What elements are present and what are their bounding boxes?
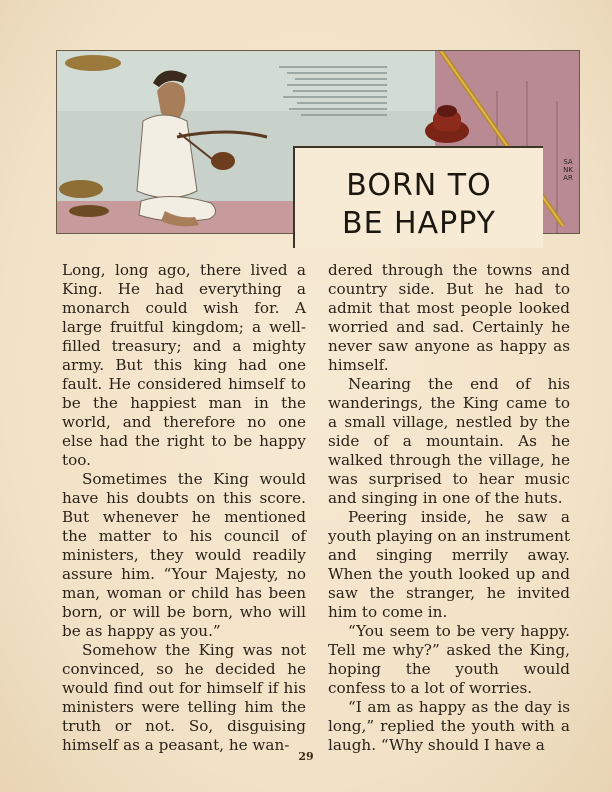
paragraph: “You seem to be very happy. Tell me why?” asked the King, hoping the youth would confess to a lot of worries.	[328, 622, 570, 697]
left-text-column	[62, 261, 306, 755]
paragraph: Nearing the end of his wanderings, the King came to a small village, nestled by the side of a mountain. As he walked through the village, he was surprised to hear music and singing in one of the huts.	[328, 375, 570, 507]
title-box	[293, 146, 543, 248]
paragraph: Sometimes the King would have his doubts on this score. But whenever he mentioned the matter to his council of ministers, they would readily assure him. “Your Majesty, no man, woman or child has been born, or will be born, who will be as happy as you.”	[62, 470, 306, 640]
story-title-line-2: BE HAPPY	[341, 206, 496, 241]
artist-signature: SANKAR	[563, 158, 573, 182]
story-title-line-1: BORN TO	[346, 168, 492, 203]
right-text-column	[328, 261, 570, 755]
paragraph: Somehow the King was not convinced, so he decided he would find out for himself if his ministers were telling him the truth or not. So, disguising himself as a peasant, he wan-	[62, 641, 306, 754]
paragraph: Long, long ago, there lived a King. He had everything a monarch could wish for. A large fruitful kingdom; a well-filled treasury; and a mighty army. But this king had one fault. He considered himself to be the happiest man in the world, and therefore no one else had the right to be happy too.	[62, 261, 306, 469]
page-number: 29	[298, 750, 314, 763]
paragraph: “I am as happy as the day is long,” replied the youth with a laugh. “Why should I have a	[328, 698, 570, 754]
paragraph: dered through the towns and country side. But he had to admit that most people looked worried and sad. Certainly he never saw anyone as happy as himself.	[328, 261, 570, 374]
paragraph: Peering inside, he saw a youth playing on an instrument and singing merrily away. When the youth looked up and saw the stranger, he invited him to come in.	[328, 508, 570, 621]
